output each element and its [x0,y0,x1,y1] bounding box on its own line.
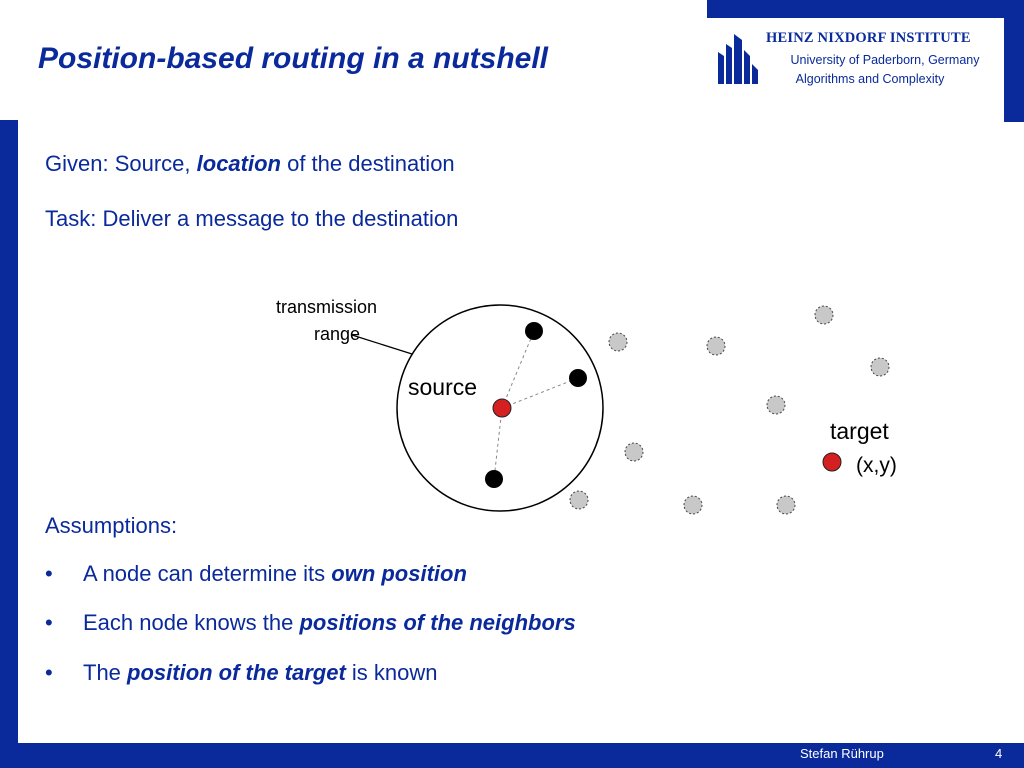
assumption-suffix: is known [345,660,438,685]
given-prefix: Given: Source, [45,151,197,176]
other-node [777,496,795,514]
target-label: target [830,418,889,444]
bullet-marker: • [45,660,53,685]
assumptions-heading: Assumptions: [45,513,178,538]
other-node [609,333,627,351]
bullet-marker: • [45,610,53,635]
neighbor-node [569,369,587,387]
range-label-line1: transmission [276,297,378,317]
target-node [823,453,841,471]
range-label-line2: range [314,324,361,344]
source-node [493,399,511,417]
assumption-emphasis: positions of the neighbors [299,610,576,635]
page-number: 4 [995,746,1003,761]
institute-subtitle-group: Algorithms and Complexity [795,72,945,86]
other-node [707,337,725,355]
assumption-prefix: A node can determine its [83,561,332,586]
range-label-pointer [352,335,412,354]
institute-subtitle-university: University of Paderborn, Germany [790,53,980,67]
bullet-marker: • [45,561,53,586]
neighbor-link [502,331,534,408]
target-coordinates: (x,y) [856,454,897,477]
neighbor-node [485,470,503,488]
institute-name: HEINZ NIXDORF INSTITUTE [766,30,971,46]
other-node [570,491,588,509]
assumption-prefix: Each node knows the [83,610,300,635]
source-label: source [408,374,478,400]
other-node [871,358,889,376]
neighbor-link [494,408,502,479]
assumption-emphasis: own position [331,561,467,586]
assumption-prefix: The [83,660,128,685]
task-line: Task: Deliver a message to the destination [45,206,459,231]
given-emphasis: location [196,151,281,176]
neighbor-node [525,322,543,340]
slide-title: Position-based routing in a nutshell [38,42,549,75]
given-suffix: of the destination [280,151,455,176]
other-node [815,306,833,324]
assumption-emphasis: position of the target [127,660,346,685]
other-node [625,443,643,461]
footer-author: Stefan Rührup [800,746,884,761]
neighbor-link [502,378,578,408]
other-node [684,496,702,514]
other-node [767,396,785,414]
